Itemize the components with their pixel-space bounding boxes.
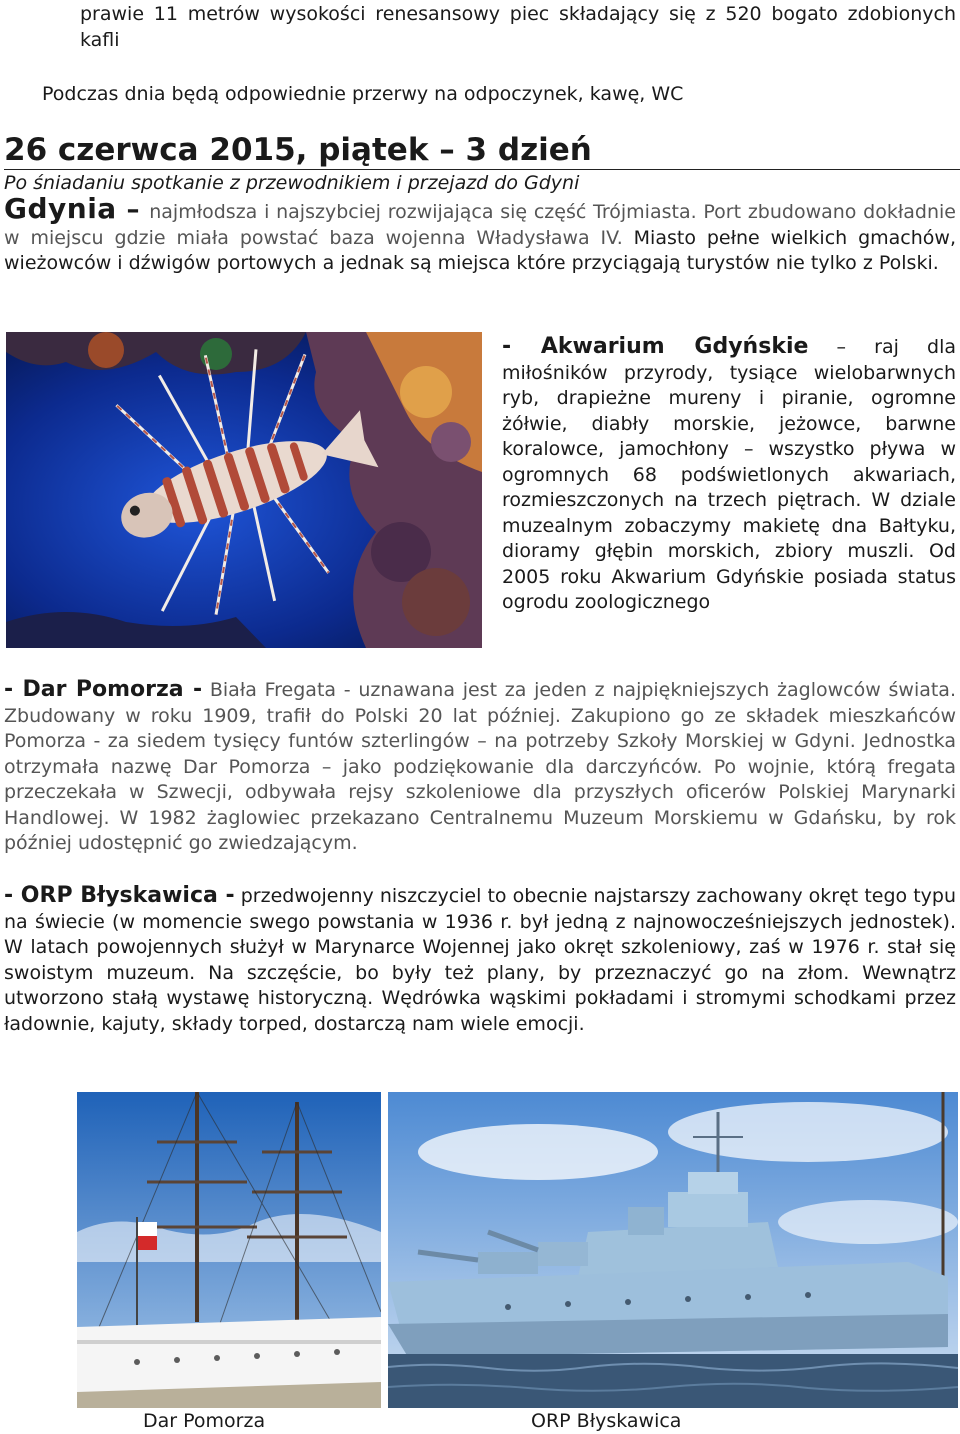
dar-pomorza-title: - Dar Pomorza - [4,677,203,702]
orp-blyskawica-caption: ORP Błyskawica [531,1410,682,1432]
dar-pomorza-paragraph [4,677,956,857]
orp-paragraph [4,883,956,1037]
gdynia-paragraph [4,192,956,277]
gdynia-dash: – [116,195,150,225]
breaks-note: Podczas dnia będą odpowiednie przerwy na odpoczynek, kawę, WC [42,83,684,105]
orp-text: przedwojenny niszczyciel to obecnie najstarszy zachowany okręt tego typu na świecie (w momencie swego powstania w 1936 r. był jedną z najnowocześniejszych jednostek). W latach powojennych służył w Marynarce Wojennej jako okręt szkoleniowy, zaś w 1976 r. stał się swoistym muzeum. Na szczęście, bo były też plany, by przeznaczyć go na złom. Wewnątrz utworzono stałą wystawę historyczną. Wędrówka wąskimi pokładami i stromymi schodkami przez ładownie, kajuty, składy torped, dostarczą nam wiele emocji. [4,885,956,1035]
dar-pomorza-photo [77,1092,381,1408]
aquarium-text: – raj dla miłośników przyrody, tysiące wielobarwnych ryb, drapieżne mureny i piranie, ogromne żółwie, diabły morskie, jeżowce, barwne koralowce, jamochłony – wszystko pływa w ogromnych 68 podświetlonych akwariach, rozmieszczonych na trzech piętrach. W dziale muzealnym zobaczymy makietę dna Bałtyku, dioramy głębin morskich, zbiory muszli. Od 2005 roku Akwarium Gdyńskie posiada status ogrodu zoologicznego [502,336,957,613]
day-heading: 26 czerwca 2015, piątek – 3 dzień [4,132,960,170]
lionfish-photo [6,332,482,648]
intro-paragraph: prawie 11 metrów wysokości renesansowy piec składający się z 520 bogato zdobionych kafli [80,3,956,51]
aquarium-paragraph [502,334,956,616]
dar-pomorza-text: Biała Fregata - uznawana jest za jeden z najpiękniejszych żaglowców świata. Zbudowany w roku 1909, trafił do Polski 20 lat później. Zakupiono go ze składek mieszkańców Pomorza - za siedem tysięcy funtów szterlingów – na potrzeby Szkoły Morskiej w Gdyni. Jednostka otrzymała nazwę Dar Pomorza – jako podziękowanie dla darczyńców. Po wojnie, którą fregata przeczekała w Szwecji, odbywała rejsy szkoleniowe dla przyszłych oficerów Polskiej Marynarki Handlowej. W 1982 żaglowiec przekazano Centralnemu Muzeum Morskiemu w Gdańsku, by rok później udostępnić go zwiedzającym. [4,679,956,854]
gdynia-text: Miasto pełne wielkich gmachów, wieżowców i dźwigów portowych a jednak są miejsca które przyciągają turystów nie tylko z Polski. [4,226,956,274]
orp-blyskawica-photo [388,1092,958,1408]
dar-pomorza-caption: Dar Pomorza [143,1410,266,1432]
after-breakfast-note: Po śniadaniu spotkanie z przewodnikiem i przejazd do Gdyni [4,172,580,194]
gdynia-title: Gdynia [4,192,117,225]
aquarium-title: - Akwarium Gdyńskie [502,334,809,359]
orp-title: - ORP Błyskawica - [4,883,235,908]
gdynia-gray-text: najmłodsza i najszybciej rozwijająca się część Trójmiasta. Port zbudowano dokładnie w miejscu gdzie miała powstać baza wojenna Władysława IV. [4,201,956,249]
